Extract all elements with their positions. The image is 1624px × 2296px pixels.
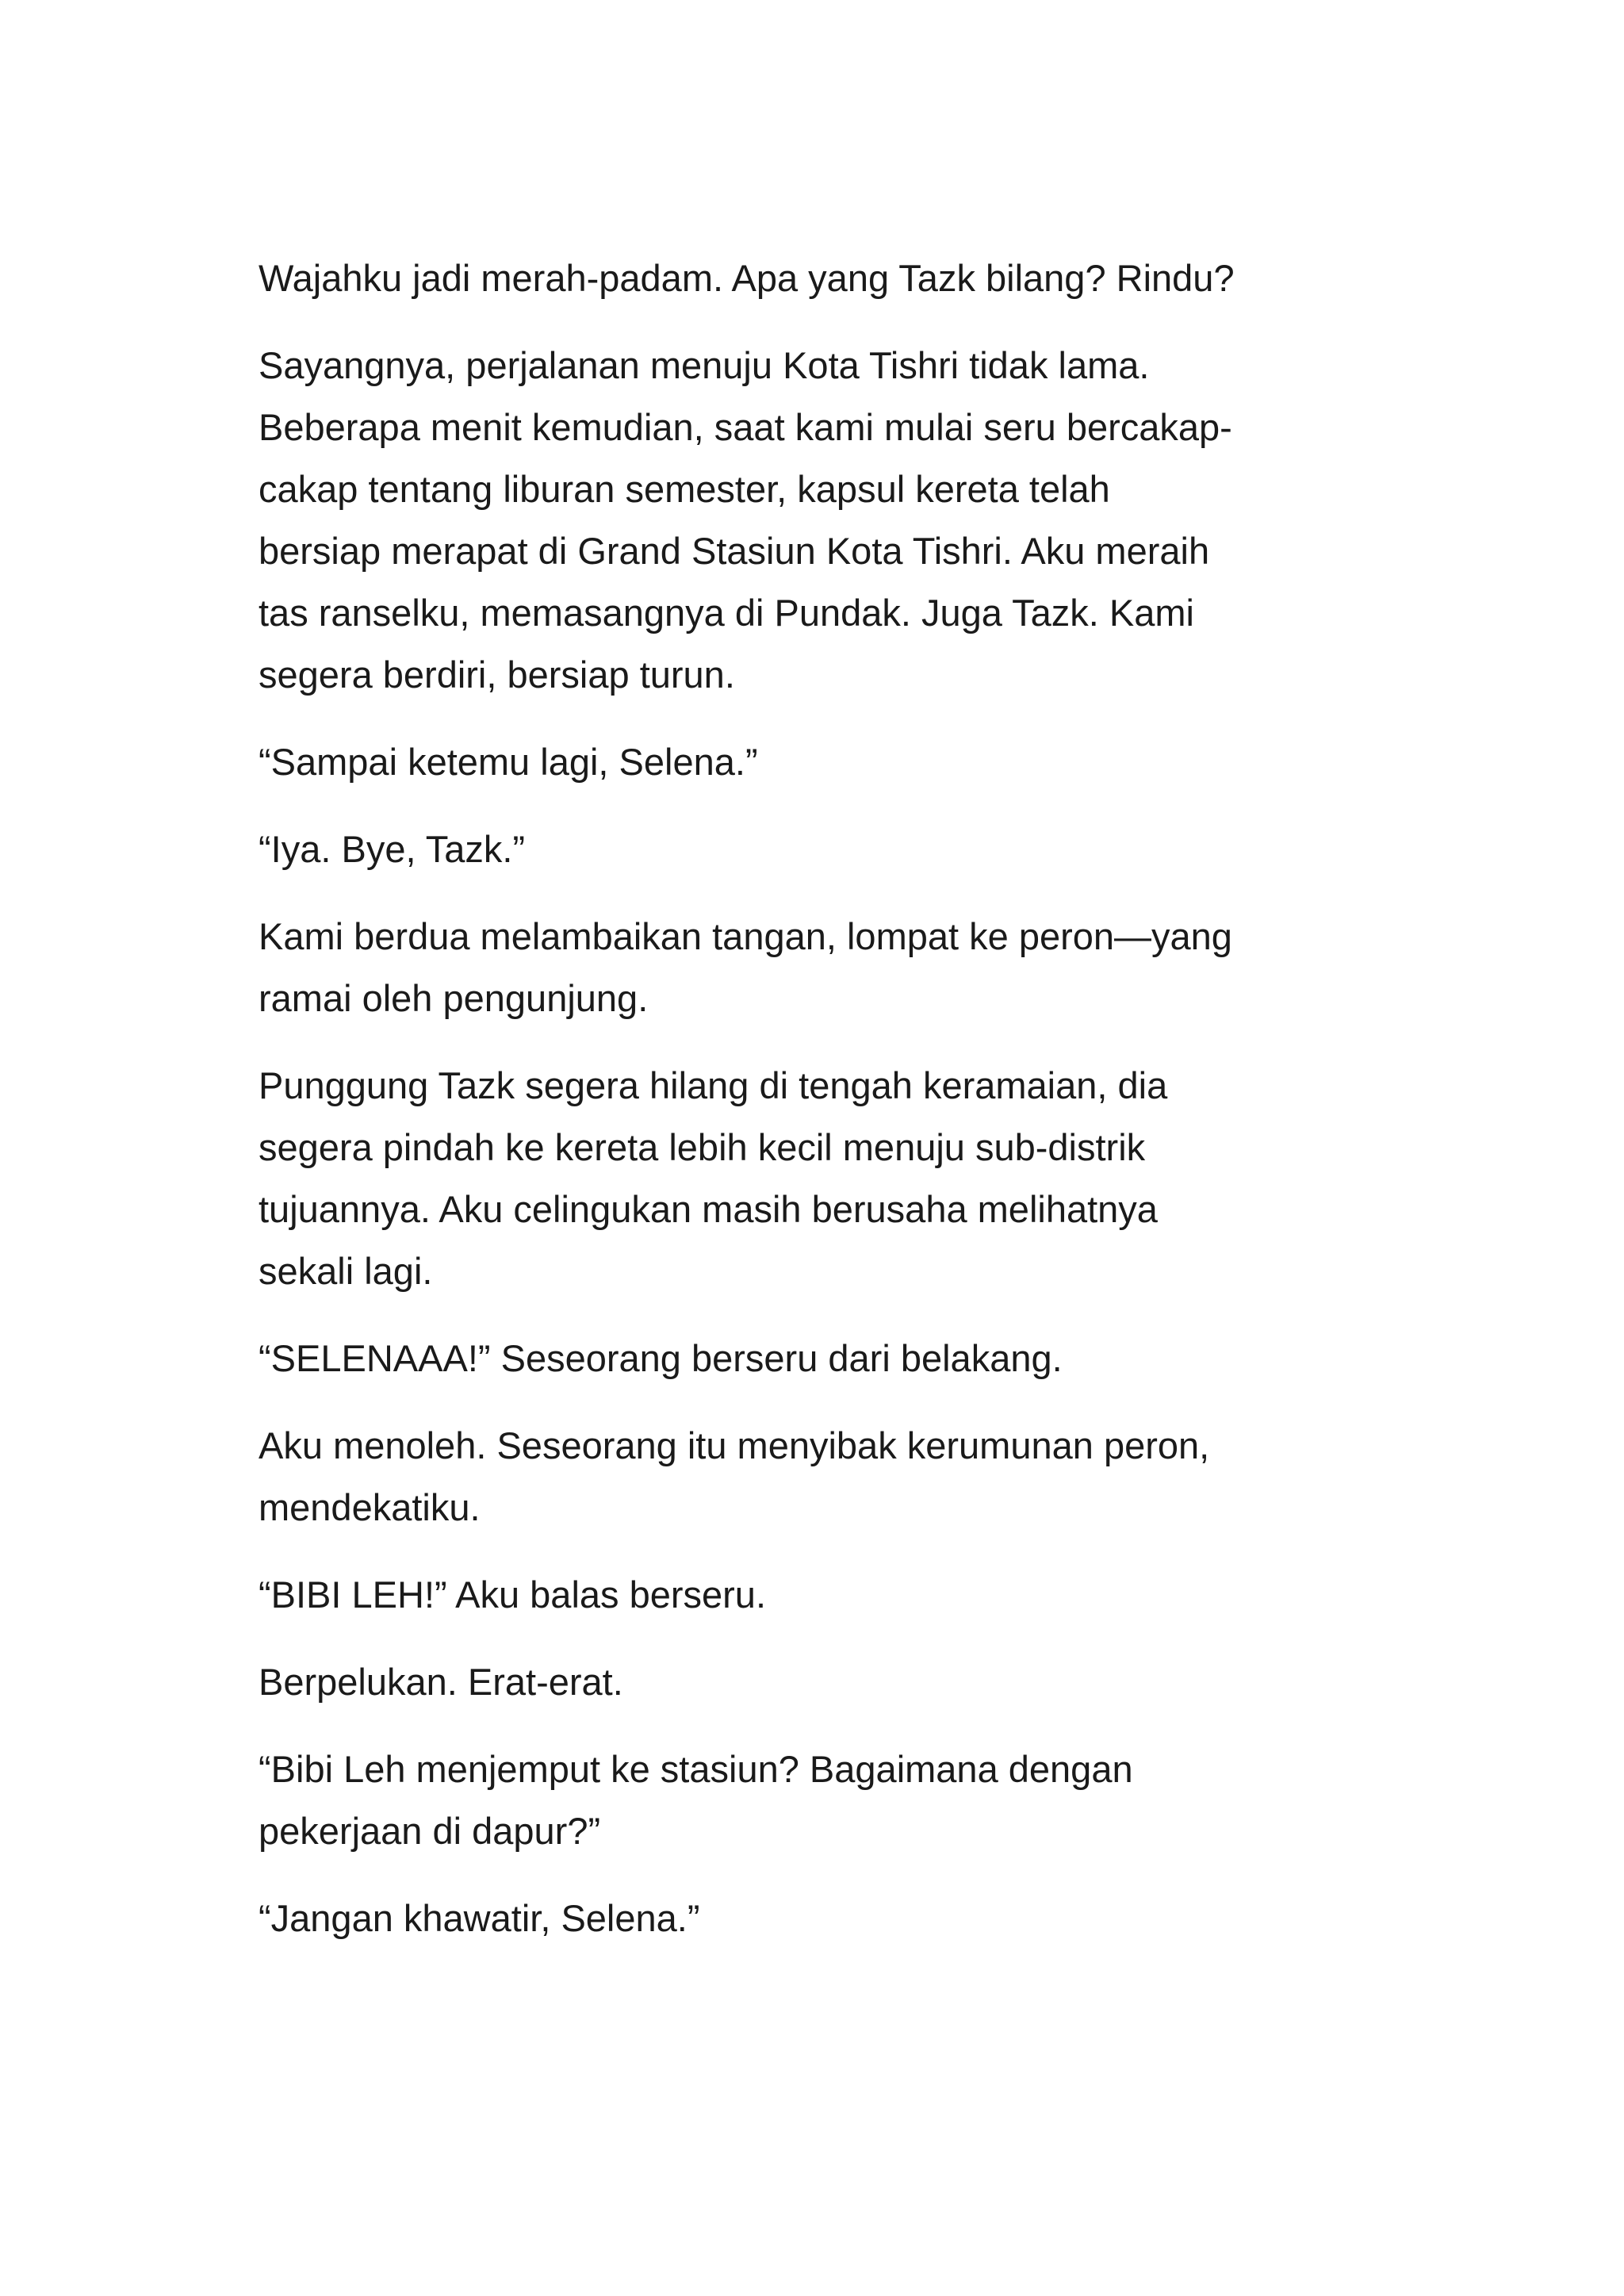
paragraph bbox=[259, 247, 1416, 309]
body-text bbox=[259, 247, 1416, 1975]
paragraph bbox=[259, 906, 1416, 1029]
text-line: “Jangan khawatir, Selena.” bbox=[259, 1897, 700, 1939]
text-line: tas ranselku, memasangnya di Pundak. Juga Tazk. Kami bbox=[259, 592, 1194, 634]
paragraph bbox=[259, 818, 1416, 880]
paragraph bbox=[259, 1738, 1416, 1862]
text-line: “Bibi Leh menjemput ke stasiun? Bagaimana dengan bbox=[259, 1748, 1133, 1790]
text-line: segera berdiri, bersiap turun. bbox=[259, 654, 735, 696]
paragraph bbox=[259, 1888, 1416, 1949]
paragraph bbox=[259, 1651, 1416, 1713]
text-line: Aku menoleh. Seseorang itu menyibak kerumunan peron, bbox=[259, 1424, 1210, 1466]
text-line: sekali lagi. bbox=[259, 1250, 433, 1292]
text-line: Punggung Tazk segera hilang di tengah keramaian, dia bbox=[259, 1064, 1168, 1106]
paragraph bbox=[259, 1564, 1416, 1626]
text-line: Berpelukan. Erat-erat. bbox=[259, 1661, 623, 1703]
text-line: tujuannya. Aku celingukan masih berusaha melihatnya bbox=[259, 1188, 1158, 1230]
text-line: “Sampai ketemu lagi, Selena.” bbox=[259, 741, 758, 783]
text-line: Kami berdua melambaikan tangan, lompat ke peron—yang bbox=[259, 915, 1232, 957]
text-line: “SELENAAA!” Seseorang berseru dari belakang. bbox=[259, 1337, 1063, 1379]
paragraph bbox=[259, 1328, 1416, 1389]
paragraph bbox=[259, 1055, 1416, 1302]
text-line: “BIBI LEH!” Aku balas berseru. bbox=[259, 1573, 767, 1616]
text-line: Sayangnya, perjalanan menuju Kota Tishri tidak lama. bbox=[259, 344, 1150, 386]
text-line: ramai oleh pengunjung. bbox=[259, 977, 649, 1019]
text-line: pekerjaan di dapur?” bbox=[259, 1810, 601, 1852]
paragraph bbox=[259, 335, 1416, 706]
text-line: cakap tentang liburan semester, kapsul kereta telah bbox=[259, 468, 1110, 510]
text-line: segera pindah ke kereta lebih kecil menuju sub-distrik bbox=[259, 1126, 1146, 1168]
text-line: Beberapa menit kemudian, saat kami mulai seru bercakap- bbox=[259, 406, 1232, 448]
text-line: mendekatiku. bbox=[259, 1486, 481, 1528]
text-line: Wajahku jadi merah-padam. Apa yang Tazk bilang? Rindu? bbox=[259, 257, 1235, 299]
text-line: “Iya. Bye, Tazk.” bbox=[259, 828, 526, 870]
text-line: bersiap merapat di Grand Stasiun Kota Tishri. Aku meraih bbox=[259, 530, 1210, 572]
paragraph bbox=[259, 731, 1416, 793]
paragraph bbox=[259, 1415, 1416, 1539]
